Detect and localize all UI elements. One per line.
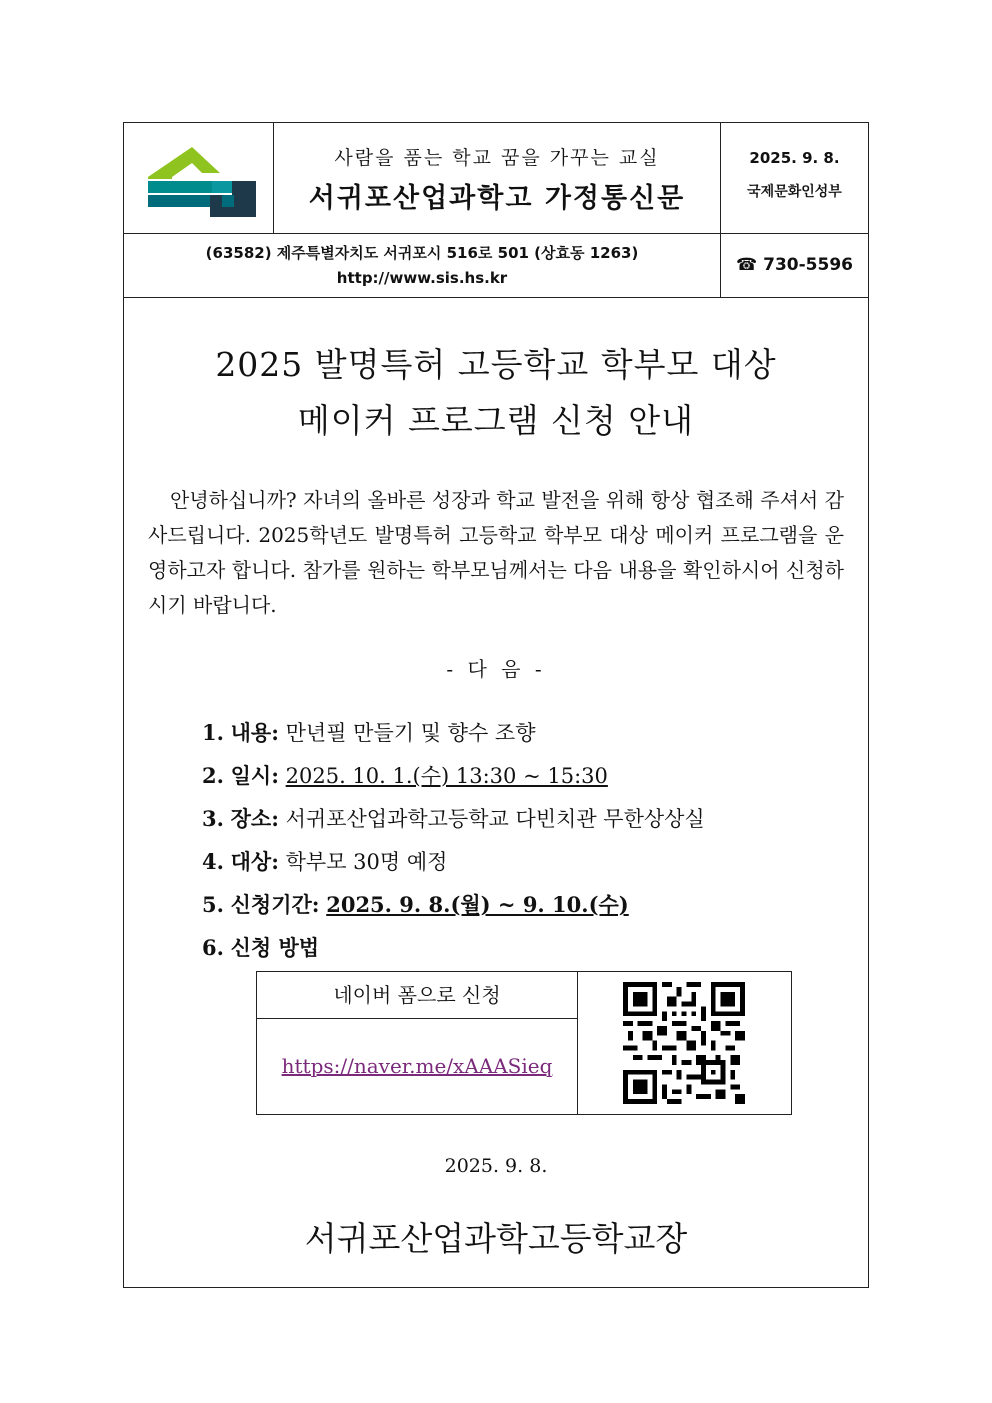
item-period: 5. 신청기간: 2025. 9. 8.(월) ~ 9. 10.(수)	[202, 892, 629, 917]
address: (63582) 제주특별자치도 서귀포시 516로 501 (상효동 1263)	[205, 244, 639, 262]
address-row	[124, 233, 868, 298]
address-cell	[124, 233, 721, 297]
item-content: 1. 내용: 만년필 만들기 및 향수 조향	[202, 720, 536, 745]
slogan: 사람을 품는 학교 꿈을 가꾸는 교실	[334, 147, 660, 169]
publish-date: 2025. 9. 8.	[749, 149, 840, 167]
paper-name: 서귀포산업과학고 가정통신문	[308, 183, 686, 214]
apply-link[interactable]: https://naver.me/xAAASieq	[281, 1054, 553, 1078]
header-row	[124, 123, 868, 234]
phone-icon: ☎	[736, 255, 758, 275]
phone-number: 730-5596	[763, 255, 853, 275]
logo-cell	[124, 123, 274, 233]
dada-heading: - 다 음 -	[446, 657, 546, 681]
title-line-1: 2025 발명특허 고등학교 학부모 대상	[215, 345, 777, 384]
title-cell	[274, 123, 721, 233]
title-line-2: 메이커 프로그램 신청 안내	[297, 401, 695, 440]
principal-signature: 서귀포산업과학고등학교장	[304, 1219, 688, 1258]
apply-link-cell	[257, 1019, 578, 1114]
item-method: 6. 신청 방법	[202, 935, 320, 960]
newsletter-frame	[123, 122, 869, 1288]
apply-table	[256, 971, 792, 1115]
school-url[interactable]: http://www.sis.hs.kr	[336, 269, 508, 287]
department: 국제문화인성부	[747, 184, 842, 200]
sign-date: 2025. 9. 8.	[444, 1155, 548, 1177]
phone-cell	[721, 233, 868, 297]
item-target: 4. 대상: 학부모 30명 예정	[202, 849, 448, 874]
item-place: 3. 장소: 서귀포산업과학고등학교 다빈치관 무한상상실	[202, 806, 705, 831]
school-logo-icon	[124, 123, 274, 233]
apply-method-label: 네이버 폼으로 신청	[257, 972, 578, 1019]
intro-paragraph: 안녕하십니까? 자녀의 올바른 성장과 학교 발전을 위해 항상 협조해 주셔서 감사드립니다. 2025학년도 발명특허 고등학교 학부모 대상 메이커 프로그램을 운영하고자 합니다. 참가를 원하는 학부모님께서는 다음 내용을 확인하시어 신청하시기 바랍니다.	[148, 488, 844, 617]
item-datetime: 2. 일시: 2025. 10. 1.(수) 13:30 ~ 15:30	[202, 763, 608, 788]
date-cell	[721, 123, 868, 233]
qr-code-icon[interactable]	[623, 982, 745, 1104]
